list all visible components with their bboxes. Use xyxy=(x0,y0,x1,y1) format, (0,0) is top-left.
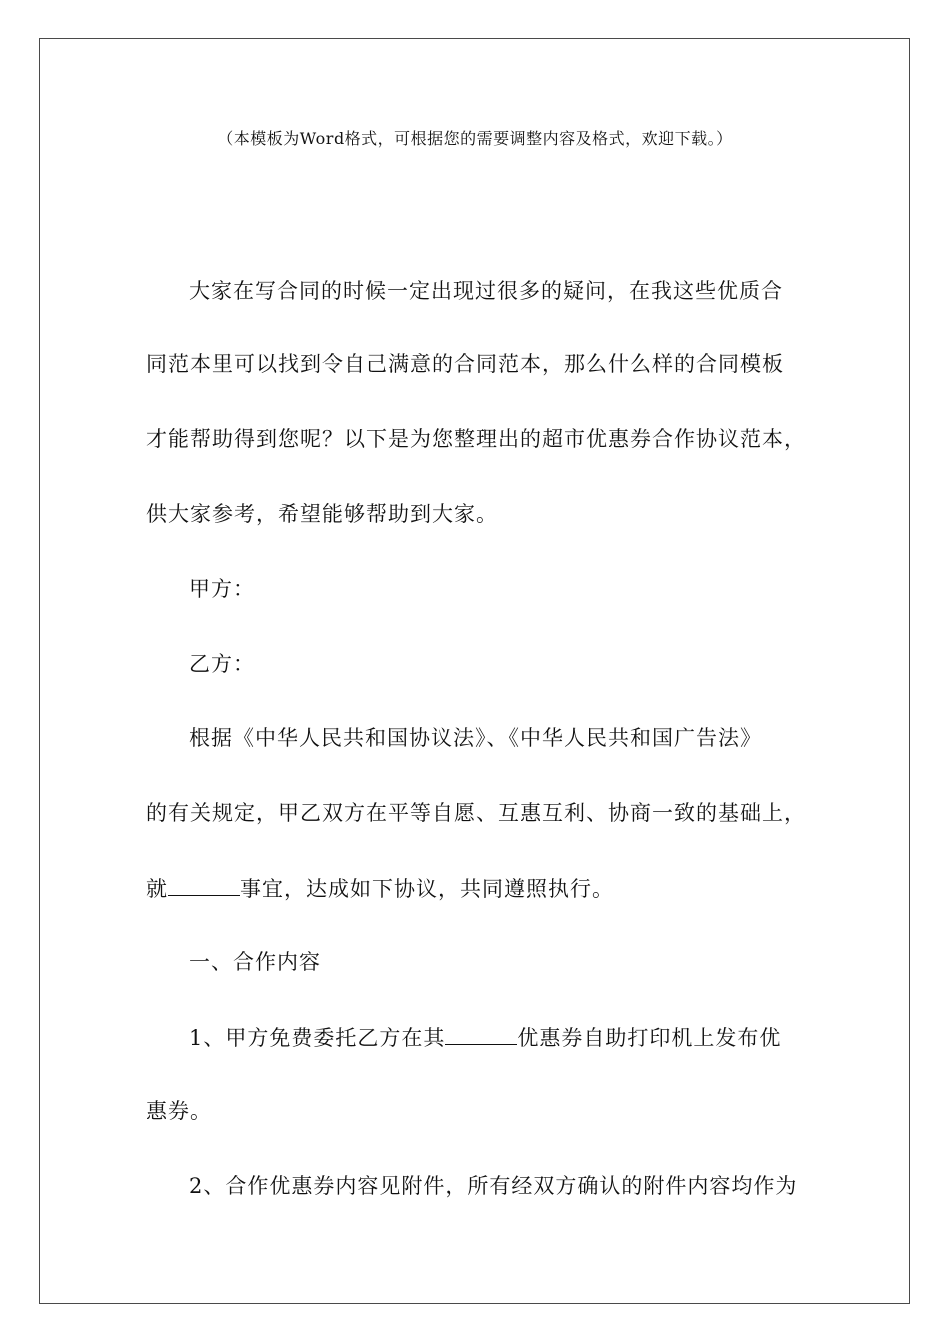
item-1-suffix: 优惠券自助打印机上发布优 xyxy=(517,1026,782,1050)
location-blank xyxy=(445,1022,517,1045)
intro-line-2: 同范本里可以找到令自己满意的合同范本，那么什么样的合同模板 xyxy=(146,352,784,376)
basis-line-3-prefix: 就 xyxy=(146,877,168,901)
intro-line-3: 才能帮助得到您呢？以下是为您整理出的超市优惠券合作协议范本， xyxy=(146,427,806,451)
basis-line-3 xyxy=(146,873,614,903)
section-1-item-1 xyxy=(189,1022,781,1052)
basis-line-3-suffix: 事宜，达成如下协议，共同遵照执行。 xyxy=(240,877,614,901)
section-1-heading: 一、合作内容 xyxy=(189,950,321,974)
section-1-item-2: 2、合作优惠券内容见附件，所有经双方确认的附件内容均作为 xyxy=(189,1174,798,1198)
section-1-item-1-continued: 惠券。 xyxy=(146,1099,212,1123)
intro-line-1: 大家在写合同的时候一定出现过很多的疑问，在我这些优质合 xyxy=(189,279,783,303)
intro-line-4: 供大家参考，希望能够帮助到大家。 xyxy=(146,502,498,526)
item-1-prefix: 1、甲方免费委托乙方在其 xyxy=(189,1026,446,1050)
template-note: （本模板为Word格式，可根据您的需要调整内容及格式，欢迎下载。） xyxy=(217,129,733,148)
party-a-label: 甲方： xyxy=(189,577,255,601)
basis-line-1: 根据《中华人民共和国协议法》、《中华人民共和国广告法》 xyxy=(189,726,762,750)
matter-blank xyxy=(168,873,240,896)
basis-line-2: 的有关规定，甲乙双方在平等自愿、互惠互利、协商一致的基础上， xyxy=(146,801,806,825)
party-b-label: 乙方： xyxy=(189,652,255,676)
